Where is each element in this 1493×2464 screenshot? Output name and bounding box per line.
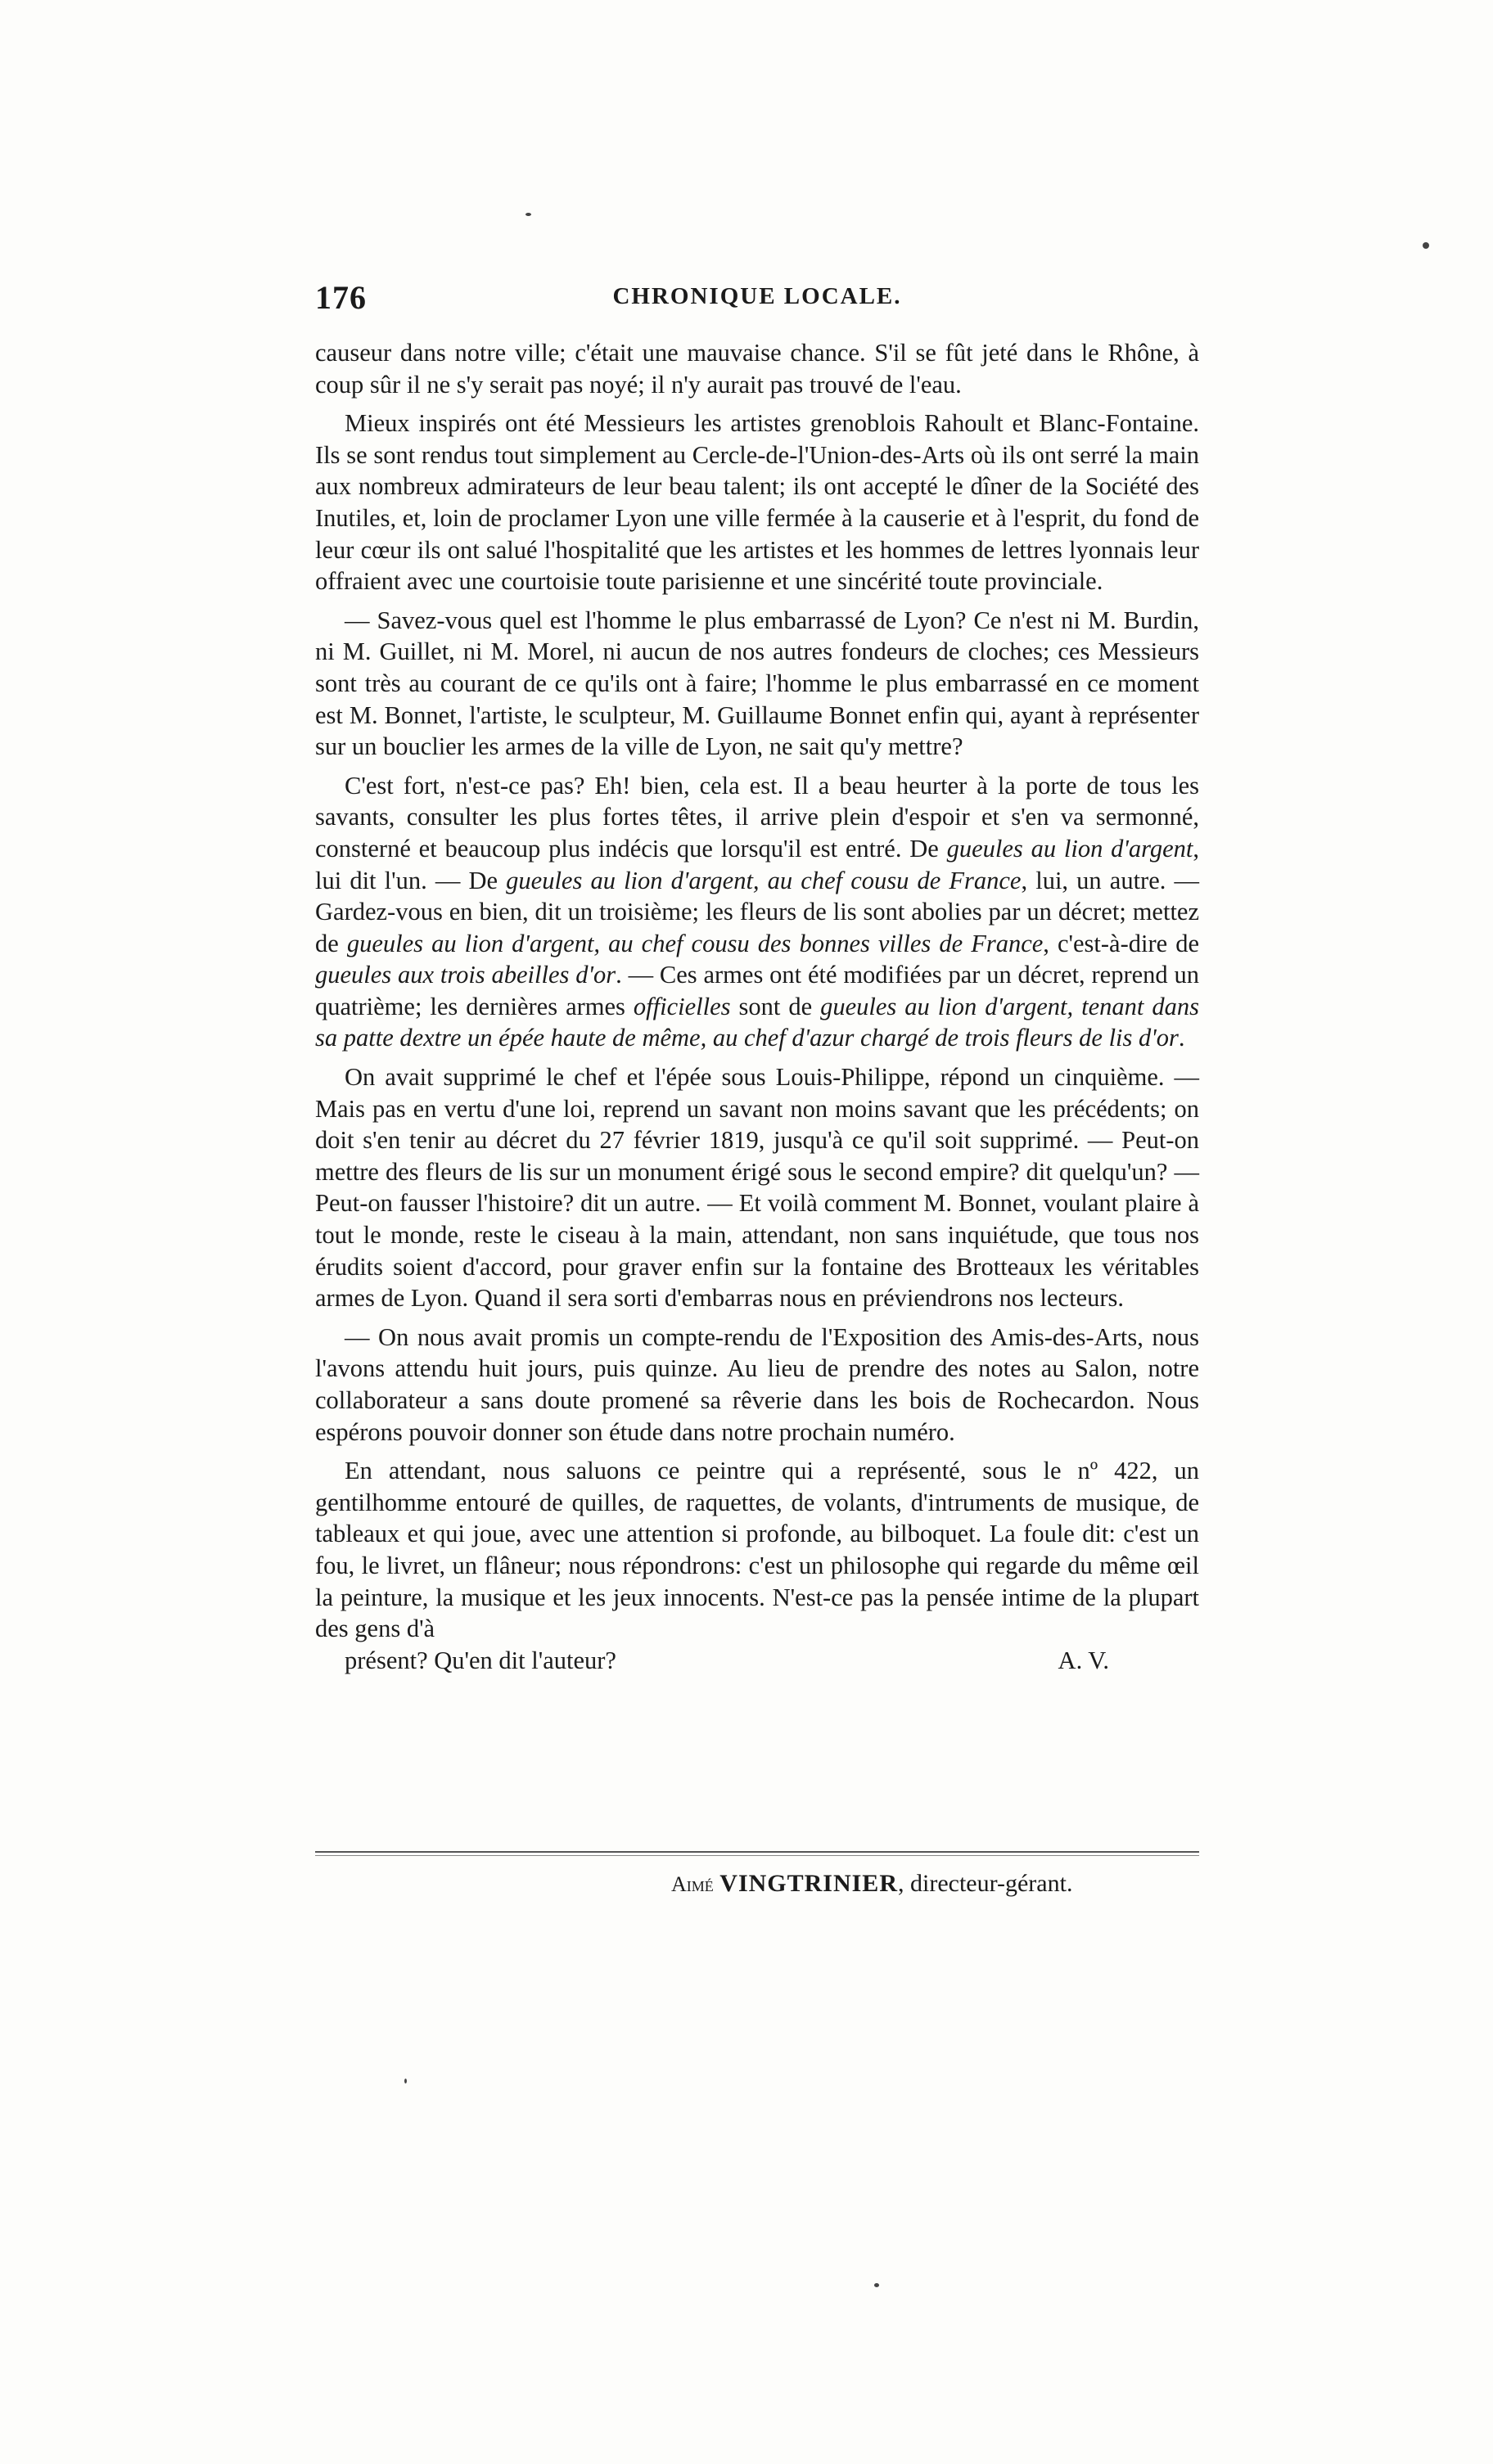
editor-name: VINGTRINIER <box>719 1870 898 1897</box>
paragraph-4-text: sont de <box>730 992 821 1020</box>
paragraph-4-text: , lui dit l'un. — De <box>315 834 1200 894</box>
imprint-prefix: Aimé <box>671 1872 714 1896</box>
paragraph-7-text: En attendant, nous saluons ce peintre qui a représenté, sous le nº 422, un gentilhomme entouré de quilles, de raquettes, de volants, d'intruments de musique, de tableaux et qui joue, avec une attention si profonde, au bilboquet. La foule dit: c'est un fou, le livret, un flâneur; nous répondrons: c'est un philosophe qui regarde du même œil la peinture, la musique et les jeux innocents. N'est-ce pas la pensée intime de la plupart des gens d'à <box>315 1457 1199 1643</box>
paragraph-4-text: . <box>1178 1024 1185 1052</box>
paper-speck <box>404 2079 407 2083</box>
heraldic-blazon: gueules au lion d'argent <box>946 834 1193 863</box>
editor-title: , directeur-gérant. <box>898 1870 1073 1897</box>
paragraph-7 <box>315 1455 1199 1676</box>
heraldic-blazon: gueules aux trois abeilles d'or <box>315 961 616 989</box>
paragraph-6: — On nous avait promis un compte-rendu de l'Exposition des Amis-des-Arts, nous l'avons attendu huit jours, puis quinze. Au lieu de prendre des notes au Salon, notre collaborateur a sans doute promené sa rêverie dans les bois de Rochecardon. Nous espérons pouvoir donner son étude dans notre prochain numéro. <box>315 1322 1199 1446</box>
paper-speck <box>1423 242 1429 249</box>
imprint <box>671 1867 1162 1901</box>
paragraph-4-text: , c'est-à-dire de <box>1043 929 1199 957</box>
heraldic-blazon: gueules au lion d'argent, tenant dans sa patte dextre un épée haute de même, au chef d'azur chargé de trois fleurs de lis d'or <box>315 992 1199 1052</box>
article-text <box>315 337 1199 1683</box>
paper-speck <box>874 2283 879 2287</box>
paragraph-4-text: . — Ces armes ont été modifiées par un décret, reprend un quatrième; les dernières armes <box>315 961 1199 1020</box>
signature-line <box>315 1645 1199 1677</box>
paper-speck <box>525 213 531 216</box>
paragraph-4-text: C'est fort, n'est-ce pas? Eh! bien, cela est. Il a beau heurter à la porte de tous les savants, consulter les plus fortes têtes, il arrive plein d'espoir et s'en va sermonné, consterné et beaucoup plus indécis que lorsqu'il est entré. De <box>315 771 1199 863</box>
author-initials: A. V. <box>1058 1646 1109 1674</box>
emphasis: officielles <box>633 992 731 1020</box>
paragraph-1: causeur dans notre ville; c'était une mauvaise chance. S'il se fût jeté dans le Rhône, à coup sûr il ne s'y serait pas noyé; il n'y aurait pas trouvé de l'eau. <box>315 339 1199 399</box>
running-head <box>315 278 1199 319</box>
heraldic-blazon: gueules au lion d'argent, au chef cousu des bonnes villes de France <box>346 929 1044 957</box>
paragraph-2: Mieux inspirés ont été Messieurs les artistes grenoblois Rahoult et Blanc-Fontaine. Ils se sont rendus tout simplement au Cercle-de-l'Union-des-Arts où ils ont serré la main aux nombreux admirateurs de leur beau talent; ils ont accepté le dîner de la Société des Inutiles, et, loin de proclamer Lyon une ville fermée à la causerie et à l'esprit, du fond de leur cœur ils ont salué l'hospitalité que les artistes et les hommes de lettres lyonnais leur offraient avec une courtoisie toute parisienne et une sincérité toute provinciale. <box>315 409 1199 596</box>
heraldic-blazon: gueules au lion d'argent, au chef cousu de France <box>506 866 1022 894</box>
closing-rule <box>315 1851 1199 1853</box>
running-title: CHRONIQUE LOCALE. <box>612 283 902 309</box>
paragraph-3: — Savez-vous quel est l'homme le plus embarrassé de Lyon? Ce n'est ni M. Burdin, ni M. Guillet, ni M. Morel, ni aucun de nos autres fondeurs de cloches; ces Messieurs sont très au courant de ce qu'ils ont à faire; l'homme le plus embarrassé en ce moment est M. Bonnet, l'artiste, le sculpteur, M. Guillaume Bonnet enfin qui, ayant à représenter sur un bouclier les armes de la ville de Lyon, ne sait qu'y mettre? <box>315 606 1199 761</box>
page-number: 176 <box>315 279 367 316</box>
paragraph-4-text: , lui, un autre. — Gardez-vous en bien, dit un troisième; les fleurs de lis sont abolies par un décret; mettez de <box>315 866 1199 957</box>
paragraph-7-last-line: présent? Qu'en dit l'auteur? <box>345 1646 616 1674</box>
paragraph-5: On avait supprimé le chef et l'épée sous Louis-Philippe, répond un cinquième. — Mais pas en vertu d'une loi, reprend un savant non moins savant que les précédents; on doit s'en tenir au décret du 27 février 1819, jusqu'à ce qu'il soit supprimé. — Peut-on mettre des fleurs de lis sur un monument érigé sous le second empire? dit quelqu'un? — Peut-on fausser l'histoire? dit un autre. — Et voilà comment M. Bonnet, voulant plaire à tout le monde, reste le ciseau à la main, attendant, non sans inquiétude, que tous nos érudits soient d'accord, pour graver enfin sur la fontaine des Brotteaux les véritables armes de Lyon. Quand il sera sorti d'embarras nous en préviendrons nos lecteurs. <box>315 1063 1199 1313</box>
closing-rule-thin <box>315 1855 1199 1856</box>
paragraph-4 <box>315 770 1199 1054</box>
